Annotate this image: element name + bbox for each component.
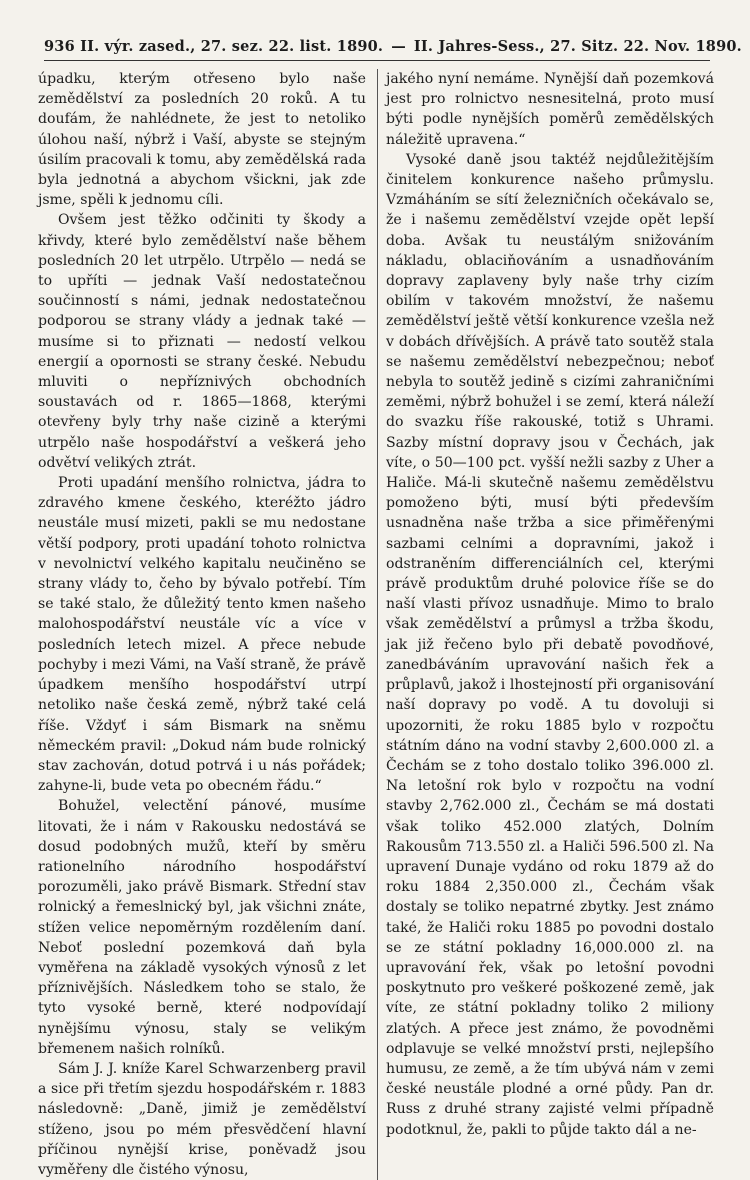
left-column [38,69,372,1180]
right-column [377,69,714,1180]
header-czech: 936 II. výr. zased., 27. sez. 22. list. 1890. [44,38,384,55]
paragraph: úpadku, kterým otřeseno bylo naše zemědělství za posledních 20 roků. A tu doufám, že nahlédnete, že jest to netoliko úlohou naší, nýbrž i Vaší, abyste se stejným úsilím pracovali k tomu, aby zemědělská rada byla jednotná a abychom všickni, jak zde jsme, spěli k jednomu cíli. [38,71,366,209]
paragraph: Proti upadání menšího rolnictva, jádra to zdravého kmene českého, kteréžto jádro neustále musí mizeti, pakli se mu nedostane větší podpory, proti upadání tohoto rolnictva v nevolnictví velkého kapitalu neučiněno se strany vlády to, čeho by bývalo potřebí. Tím se také stalo, že důležitý tento kmen našeho malohospodářství neustále víc a více v posledních letech mizel. A přece nebude pochyby i mezi Vámi, na Vaší straně, že právě úpadkem menšího hospodářství utrpí netoliko naše česká země, nýbrž také celá říše. Vždyť i sám Bismark na sněmu německém pravil: „Dokud nám bude rolnický stav zachován, dotud potrvá i u nás pořádek; zahyne-li, bude veta po obecném řádu.“ [38,475,366,795]
paragraph: Sám J. J. kníže Karel Schwarzenberg pravil a sice při třetím sjezdu hospodářském r. 1883 následovně: „Daně, jimiž je zemědělství stíženo, jsou po mém přesvědčení hlavní příčinou nynější krise, poněvadž jsou vyměřeny dle čistého výnosu, [38,1060,366,1178]
header-german: II. Jahres-Sess., 27. Sitz. 22. Nov. 1890. [413,38,742,55]
paragraph: Vysoké daně jsou taktéž nejdůležitějším činitelem konkurence našeho průmyslu. Vzmáháním se sítí železničních očekávalo se, že i našemu zemědělství vzejde opět lepší doba. Avšak tu neustálým snižováním nákladu, oblaciňováním a usnadňováním dopravy zaplaveny byly naše trhy cizím obilím v takovém množství, že našemu zemědělství ještě větší konkurence vzešla než v dobách dřívějších. A právě tato soutěž stala se našemu zemědělství nebezpečnou; neboť nebyla to soutěž jedině s cizími zahraničními zeměmi, nýbrž bohužel i se zemí, která náleží do svazku říše rakouské, totiž s Uhrami. Sazby místní dopravy jsou v Čechách, jak víte, o 50—100 pct. vyšší nežli sazby z Uher a Haliče. Má-li skutečně našemu zemědělstvu pomoženo býti, musí býti především usnadněna naše tržba a sice přiměřenými sazbami celními a dopravními, jakož i odstraněním differenciálních cel, kterými právě produktům druhé polovice říše se do naší vlasti přívoz usnadňuje. Mimo to bralo však zemědělství a průmysl a tržba škodu, jak již řečeno bylo při debatě povodňové, zanedbáváním upravování našich řek a průplavů, jakož i lhostejností při organisování naší dopravy po vodě. A tu dovoluji si upozorniti, že roku 1885 bylo v rozpočtu státním dáno na vodní stavby 2,600.000 zl. a Čechám se z toho dostalo toliko 396.000 zl. Na letošní rok bylo v rozpočtu na vodní stavby 2,762.000 zl., Čechám se má dostati však toliko 452.000 zlatých, Dolním Rakousům 713.550 zl. a Haliči 596.500 zl. Na upravení Dunaje vydáno od roku 1879 až do roku 1884 2,350.000 zl., Čechám však dostaly se toliko nepatrné zbytky. Jest známo také, že Haliči roku 1885 po povodni dostalo se ze státní pokladny 16,000.000 zl. na upravování řek, však po letošní povodni poskytnuto pro veškeré poškozené země, jak víte, ze státní pokladny toliko 2 miliony zlatých. A přece jest známo, že povodněmi odplavuje se velké množství prsti, nejlepšího humusu, ze země, a že tím ubývá nám v zemi české neustále plodné a orné půdy. Pan dr. Russ z druhé strany zajisté velmi případně podotknul, že, pakli to půjde takto dál a ne- [386,151,714,1138]
header-separator: — [391,38,406,55]
running-header [44,38,742,61]
paragraph: Bohužel, velectění pánové, musíme litovati, že i nám v Rakousku nedostává se dosud podobných mužů, kteří by směru rationelního národního hospodářství porozuměli, jako právě Bismark. Střední stav rolnický a řemeslnický byl, jak všichni znáte, stížen velice nepoměrným rozdělením daní. Neboť poslední pozemková daň byla vyměřena na základě vysokých výnosů z let příznivějších. Následkem toho se stalo, že tyto vysoké berně, které nodpovídají nynějšímu výnosu, staly se velikým břemenem našich rolníků. [38,798,366,1057]
paragraph: Ovšem jest těžko odčiniti ty škody a křivdy, které bylo zemědělství naše během posledních 20 let utrpělo. Utrpělo — nedá se to upříti — jednak Vaší nedostatečnou součinností s námi, jednak nedostatečnou podporou se strany vlády a jednak také — musíme si to přiznati — nedostí velkou energií a opornosti se strany české. Nebudu mluviti o nepříznivých obchodních soustavách od r. 1865—1868, kterými otevřeny byly trhy naše cizině a kterými utrpělo naše hospodářství a veškerá jeho odvětví velikých ztrát. [38,212,366,471]
paragraph: jakého nyní nemáme. Nynější daň pozemková jest pro rolnictvo nesnesitelná, proto musí býti podle nynějších poměrů zemědělských náležitě upravena.“ [386,71,714,148]
text-columns [38,69,714,1180]
